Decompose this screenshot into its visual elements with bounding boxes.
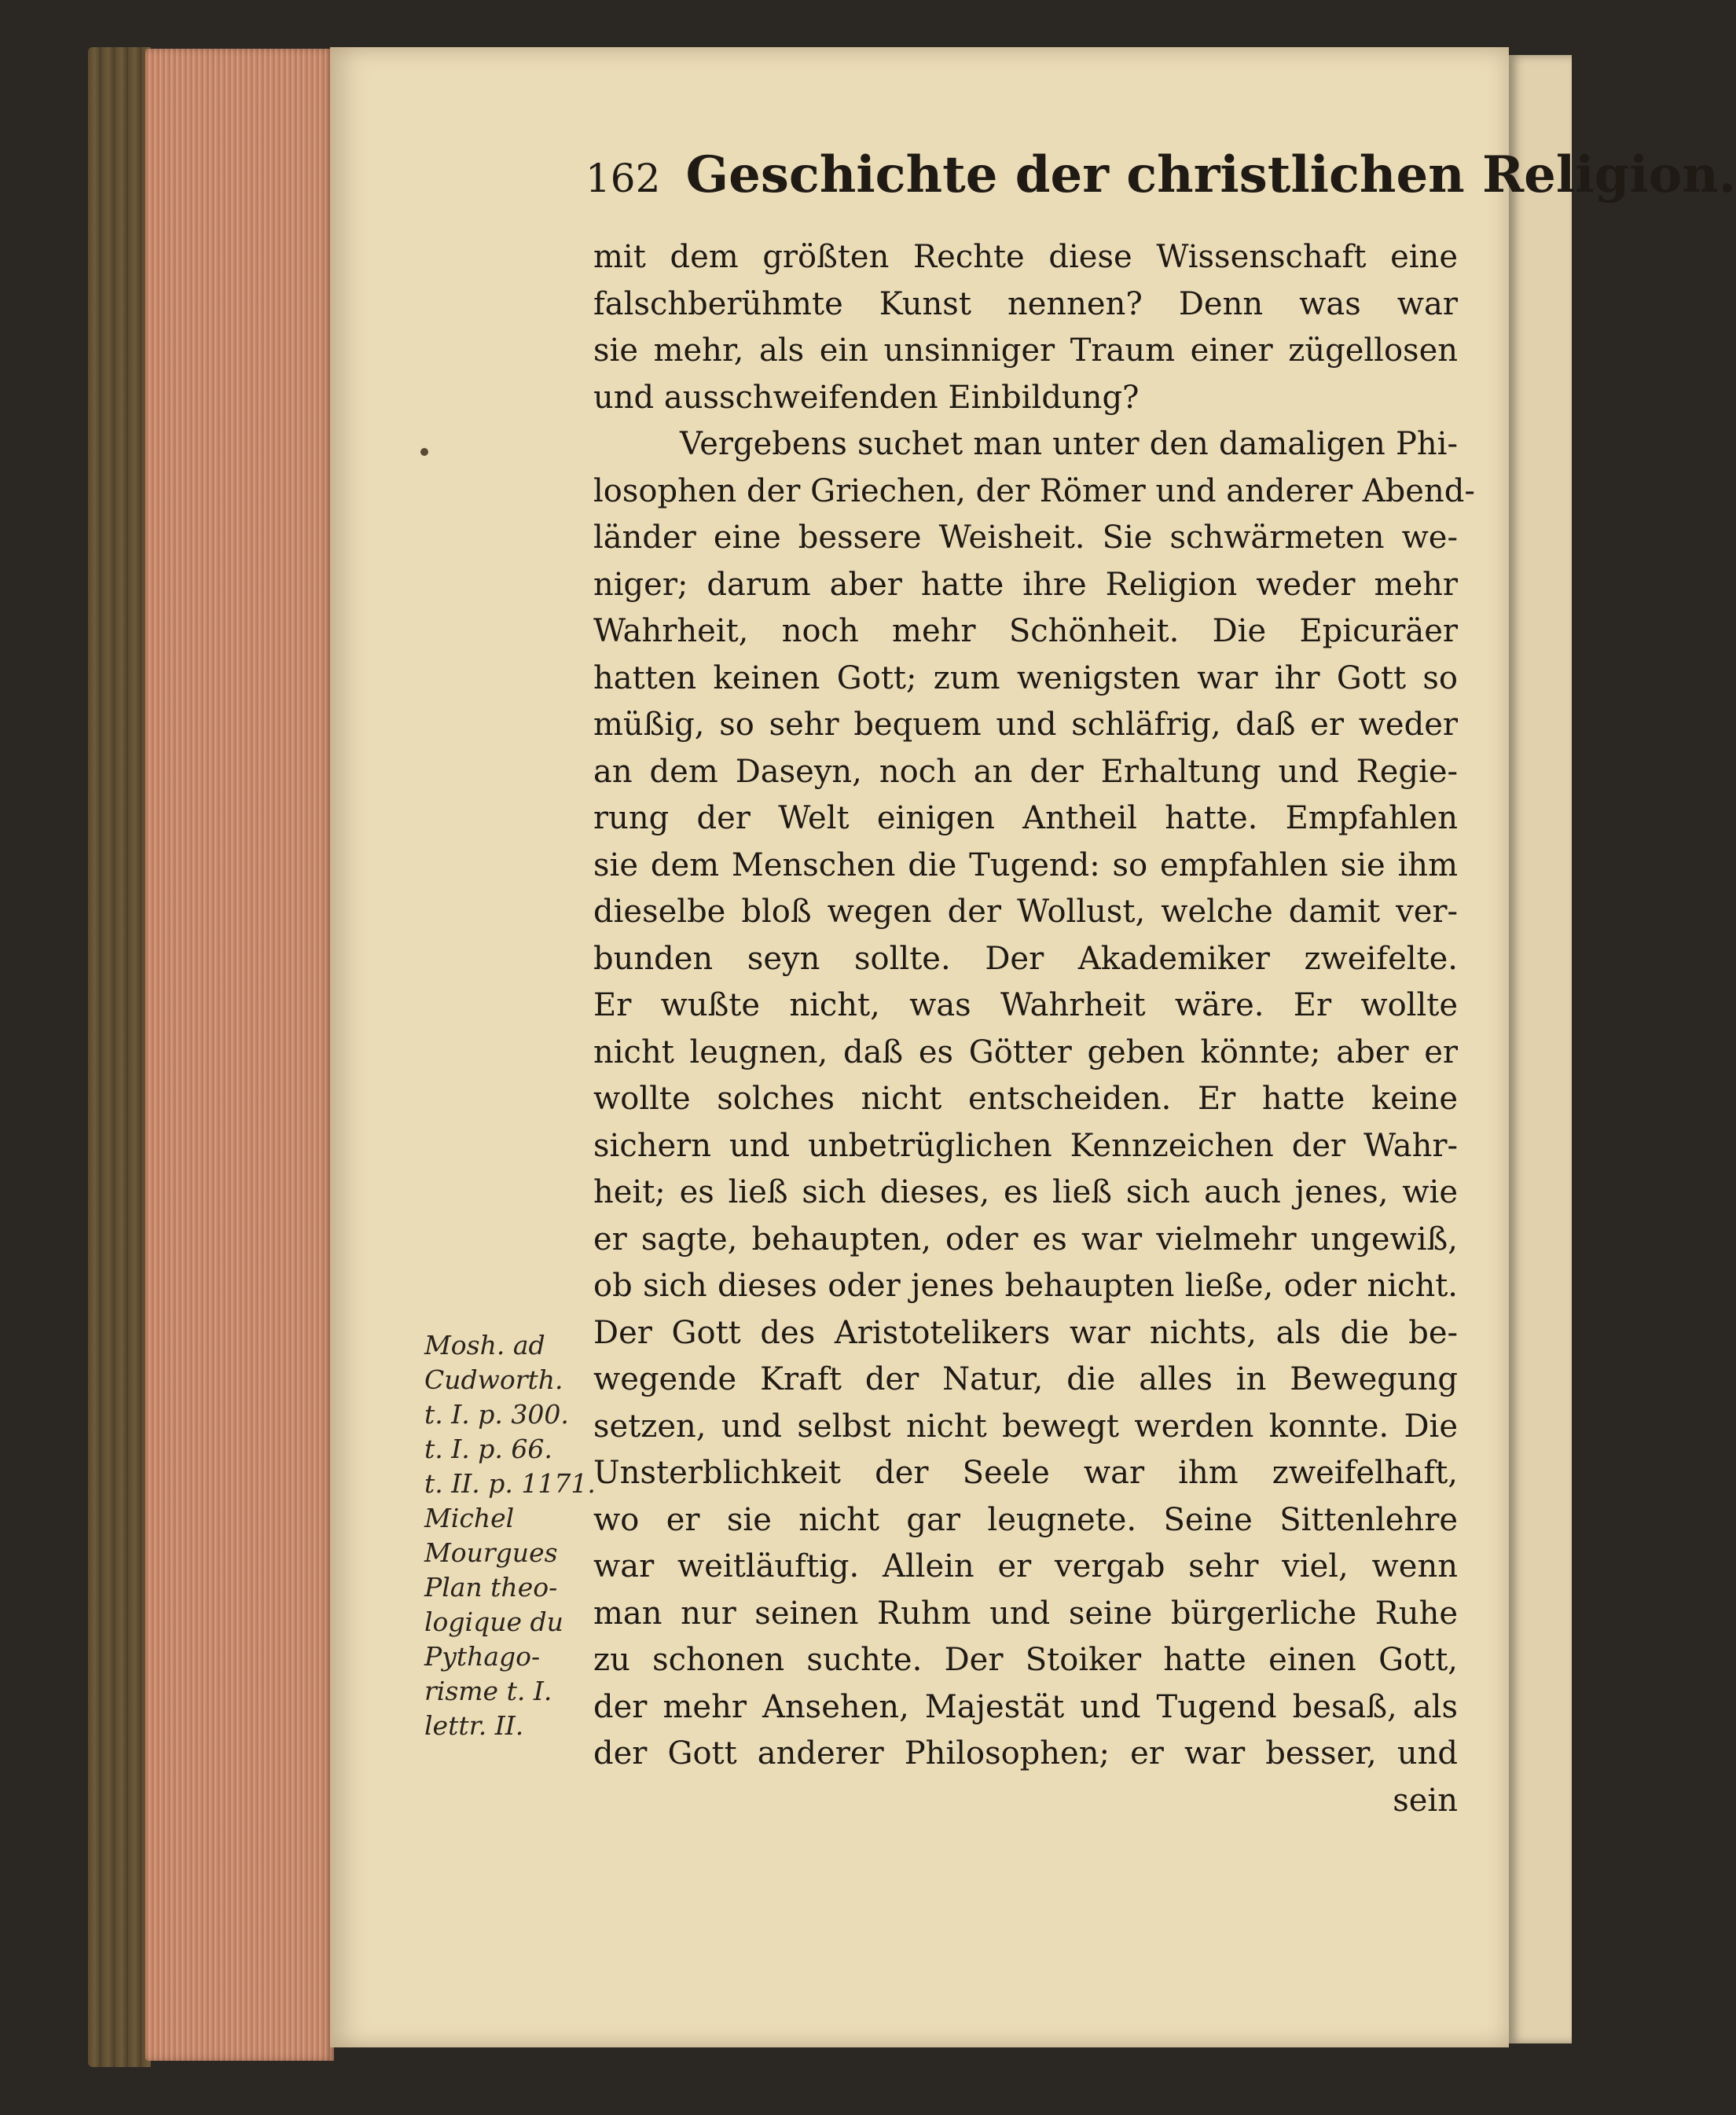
text-line: Wahrheit, noch mehr Schönheit. Die Epicuräer [593,613,1458,649]
text-line: hatten keinen Gott; zum wenigsten war ihr Gott so [593,659,1458,696]
text-line: niger; darum aber hatte ihre Religion weder mehr [593,566,1458,603]
text-line: bunden seyn sollte. Der Akademiker zweifelte. [593,940,1458,977]
page-header [585,145,1736,216]
text-line: losophen der Griechen, der Römer und anderer Abend- [593,472,1475,509]
note-line: Pythago- [424,1641,541,1672]
text-line: nicht leugnen, daß es Götter geben könnte; aber er [593,1034,1458,1070]
note-line: Mosh. ad [424,1330,545,1360]
note-line: Plan theo- [424,1572,558,1603]
text-line: der Gott anderer Philosophen; er war besser, und [593,1735,1458,1772]
text-line: mit dem größten Rechte diese Wissenschaft eine [593,239,1458,275]
text-line: heit; es ließ sich dieses, es ließ sich auch jenes, wie [593,1174,1458,1210]
text-line: rung der Welt einigen Antheil hatte. Empfahlen [593,800,1458,836]
text-line: Der Gott des Aristotelikers war nichts, als die be- [593,1314,1458,1351]
text-line: dieselbe bloß wegen der Wollust, welche damit ver- [593,894,1458,930]
text-line: Unsterblichkeit der Seele war ihm zweifelhaft, [593,1455,1458,1491]
main-text [593,234,1475,1824]
text-line: wollte solches nicht entscheiden. Er hatte keine [593,1081,1458,1117]
note-line: Michel [424,1503,515,1533]
note-line: lettr. II. [424,1710,524,1741]
text-line: falschberühmte Kunst nennen? Denn was war [593,285,1458,322]
text-line: der mehr Ansehen, Majestät und Tugend besaß, als [593,1688,1458,1725]
catchword: sein [1393,1782,1458,1819]
text-line: Vergebens suchet man unter den damaligen Phi- [680,426,1458,462]
text-line: und ausschweifenden Einbildung? [593,379,1140,416]
text-line: ob sich dieses oder jenes behaupten ließe, oder nicht. [593,1268,1458,1304]
note-line: Cudworth. [424,1364,563,1395]
running-title: Geschichte der christlichen Religion. [685,145,1736,204]
text-line: zu schonen suchte. Der Stoiker hatte einen Gott, [593,1642,1458,1678]
note-line: logique du [424,1606,563,1637]
note-line: t. I. p. 300. [424,1399,569,1430]
note-line: t. II. p. 1171. [424,1468,596,1499]
text-line: müßig, so sehr bequem und schläfrig, daß er weder [593,707,1458,743]
text-line: länder eine bessere Weisheit. Sie schwärmeten we- [593,520,1458,556]
page-edges [145,49,334,2061]
text-line: wegende Kraft der Natur, die alles in Bewegung [593,1361,1458,1397]
text-line: setzen, und selbst nicht bewegt werden konnte. Die [593,1408,1458,1445]
book-cover-edge [88,47,151,2067]
note-line: Mourgues [424,1537,558,1568]
text-line: Er wußte nicht, was Wahrheit wäre. Er wollte [593,987,1458,1023]
note-line: t. I. p. 66. [424,1434,552,1464]
text-line: war weitläuftig. Allein er vergab sehr viel, wenn [593,1548,1458,1584]
ink-spot [420,448,428,456]
note-line: risme t. I. [424,1676,552,1706]
text-line: man nur seinen Ruhm und seine bürgerliche Ruhe [593,1595,1458,1632]
text-line: an dem Daseyn, noch an der Erhaltung und Regie- [593,753,1458,790]
text-line: sie mehr, als ein unsinniger Traum einer zügellosen [593,332,1458,369]
page-number: 162 [585,156,661,201]
facing-page-edge [1509,55,1572,2043]
text-line: sichern und unbetrüglichen Kennzeichen der Wahr- [593,1127,1458,1164]
text-line: wo er sie nicht gar leugnete. Seine Sittenlehre [593,1501,1458,1538]
text-line: sie dem Menschen die Tugend: so empfahlen sie ihm [593,846,1458,883]
text-line: er sagte, behaupten, oder es war vielmehr ungewiß, [593,1221,1458,1258]
marginal-note [424,1328,596,1743]
